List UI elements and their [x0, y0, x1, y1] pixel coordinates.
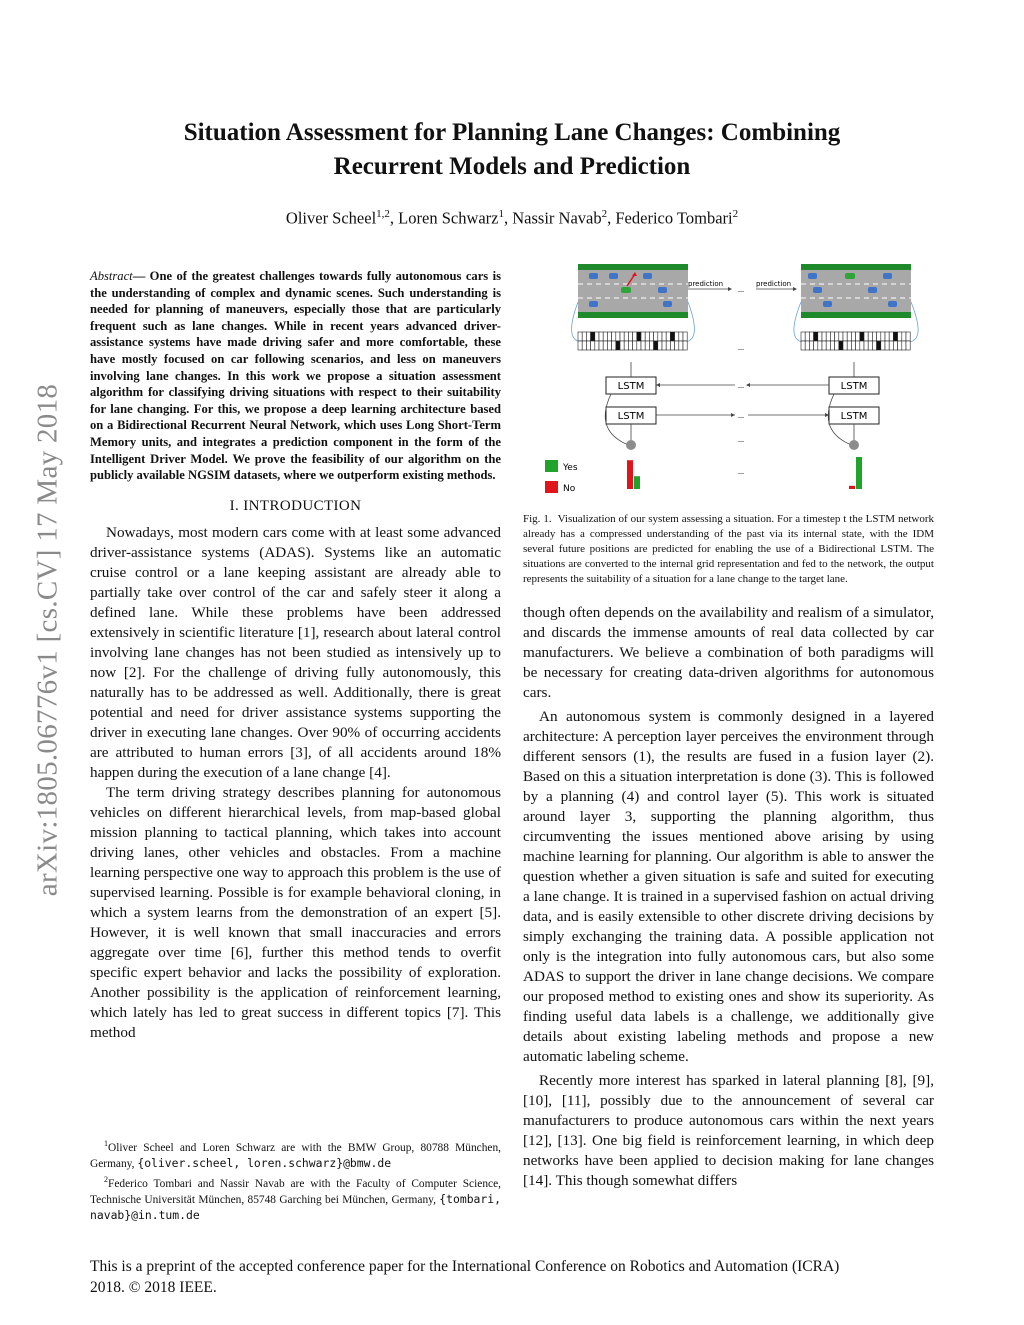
grid-cell [595, 332, 599, 341]
car-icon [609, 273, 618, 279]
grid-cell [872, 332, 876, 341]
grid-cell [902, 332, 906, 341]
grid-cell [637, 332, 641, 341]
grid-cell [898, 332, 902, 341]
grid-cell [616, 332, 620, 341]
grid-cell [633, 341, 637, 350]
grid-cell [624, 341, 628, 350]
grid-cell [809, 332, 813, 341]
legend-no-swatch [545, 481, 558, 493]
grid-cell [599, 332, 603, 341]
output-bars [627, 457, 862, 489]
grid-cell [864, 341, 868, 350]
car-icon [868, 287, 877, 293]
grid-cell [877, 341, 881, 350]
grid-cell [578, 332, 582, 341]
legend-no-label: No [563, 484, 576, 494]
grid-cell [683, 341, 687, 350]
grid-cell [898, 341, 902, 350]
ellipsis-3: ... [738, 381, 744, 390]
footnote-2-number: 2 [104, 1174, 108, 1184]
figure-1-caption [523, 512, 934, 587]
grid-cell [893, 332, 897, 341]
preprint-line-2: 2018. © 2018 IEEE. [90, 1279, 217, 1296]
grid-cell [586, 332, 590, 341]
grid-cell [649, 332, 653, 341]
car-icon [663, 301, 672, 307]
figure-1-diagram [523, 262, 934, 502]
left-column [90, 268, 501, 1043]
grid-cell [868, 341, 872, 350]
car-icon [589, 273, 598, 279]
grid-cell [628, 341, 632, 350]
grid-cell [670, 332, 674, 341]
author-4-affil: 2 [732, 208, 739, 220]
car-icon [658, 287, 667, 293]
right-column [523, 262, 934, 1191]
footnote-1-text: Oliver Scheel and Loren Schwarz are with the BMW Group, 80788 München, Germany, [90, 1141, 501, 1170]
road-scene-left [572, 264, 695, 342]
grass-top-right [801, 264, 911, 270]
grid-cell [814, 332, 818, 341]
grid-cell [872, 341, 876, 350]
author-4: Federico Tombari [615, 208, 733, 228]
car-icon [823, 301, 832, 307]
author-3: Nassir Navab [512, 208, 602, 228]
grid-cell [645, 341, 649, 350]
grid-cell [670, 341, 674, 350]
grid-cell [591, 341, 595, 350]
right-paragraph-3: Recently more interest has sparked in lateral planning [8], [9], [10], [11], possibly due to the announcement of several car manufacturers to produce autonomous cars within the next years [12], [13]. One big field is reinforcement learning, in which deep networks have been applied to decision making for lane changes [14]. This though somewhat differs [523, 1072, 934, 1189]
right-body-text [523, 603, 934, 1191]
bar-no-left [627, 460, 633, 489]
grid-cell [864, 332, 868, 341]
grid-cell [856, 341, 860, 350]
grid-cell [675, 332, 679, 341]
grid-cell [822, 332, 826, 341]
grid-cell [877, 332, 881, 341]
lstm-label-top-right: LSTM [840, 381, 868, 392]
grass-top-left [578, 264, 688, 270]
grid-cell [851, 332, 855, 341]
grid-cell [893, 341, 897, 350]
ego-car-icon [621, 287, 631, 293]
grid-cell [860, 341, 864, 350]
preprint-line-1: This is a preprint of the accepted conference paper for the International Conference on Robotics and Automation (ICRA) [90, 1258, 840, 1275]
car-icon [883, 273, 892, 279]
grid-cell [591, 332, 595, 341]
figure-1 [523, 262, 934, 502]
grid-cell [654, 332, 658, 341]
grid-cell [830, 332, 834, 341]
grid-cell [868, 332, 872, 341]
grid-cell [633, 332, 637, 341]
grid-cell [801, 332, 805, 341]
road-scene-right [794, 264, 918, 342]
ego-car-icon [845, 273, 855, 279]
grid-cell [847, 341, 851, 350]
car-icon [813, 287, 822, 293]
grass-bottom-right [801, 312, 911, 318]
footnote-1-number: 1 [104, 1139, 108, 1148]
grid-cell [649, 341, 653, 350]
grid-cell [818, 341, 822, 350]
intro-paragraph-2: The term driving strategy describes planning for autonomous vehicles on different hierarchical levels, from map-based global mission planning to tactical planning, which takes into account driving lanes, other vehicles and obstacles. From a machine learning perspective one way to approach this problem is the use of supervised learning. Possible is for example behavioral cloning, in which a system learns from the demonstration of an expert [5]. However, it is well known that small inaccuracies and errors aggregate over time [6], further this method tends to overfit specific expert behavior and lacks the possibility of exploration. Another possibility is the application of reinforcement learning, which lately has led to great success in different topics [7]. This method [90, 783, 501, 1041]
lstm-label-bottom-left: LSTM [617, 411, 645, 422]
occupancy-grid-right [801, 332, 910, 350]
grid-cell [826, 332, 830, 341]
legend-yes-swatch [545, 460, 558, 472]
occupancy-grid-left [578, 332, 687, 350]
grid-cell [607, 332, 611, 341]
grid-cell [641, 341, 645, 350]
grid-cell [805, 341, 809, 350]
lstm-label-top-left: LSTM [617, 381, 645, 392]
grid-cell [906, 332, 910, 341]
grid-cell [839, 341, 843, 350]
grid-cell [595, 341, 599, 350]
grid-cell [881, 332, 885, 341]
grid-cell [851, 341, 855, 350]
grid-cell [612, 332, 616, 341]
grid-cell [679, 341, 683, 350]
grid-cell [666, 341, 670, 350]
grid-cell [889, 341, 893, 350]
grid-cell [839, 332, 843, 341]
legend-yes-label: Yes [563, 463, 578, 473]
grid-cell [658, 341, 662, 350]
grid-cell [662, 341, 666, 350]
grid-cell [654, 341, 658, 350]
grid-cell [843, 332, 847, 341]
bar-no-right [849, 486, 855, 489]
grid-cell [582, 332, 586, 341]
grid-cell [599, 341, 603, 350]
grid-cell [620, 332, 624, 341]
grid-cell [881, 341, 885, 350]
abstract-dash: — [132, 269, 150, 283]
grid-cell [809, 341, 813, 350]
grid-cell [889, 332, 893, 341]
grid-cell [847, 332, 851, 341]
ellipsis-4: ... [738, 411, 744, 420]
car-icon [589, 301, 598, 307]
ellipsis-6: ... [738, 467, 744, 476]
grid-cell [603, 341, 607, 350]
footnote-2-email: {tombari, navab}@in.tum.de [90, 1191, 501, 1222]
grid-cell [582, 341, 586, 350]
grid-cell [860, 332, 864, 341]
grid-cell [814, 341, 818, 350]
abstract-text: One of the greatest challenges towards fully autonomous cars is the understanding of complex and dynamic scenes. Such understanding is needed for planning of maneuvers, especially those that are particularly frequent such as lane changes. While in recent years advanced driver-assistance systems have made driving safer and more comfortable, these have mostly focused on car following scenarios, and less on maneuvers involving lane changes. In this work we propose a situation assessment algorithm for classifying driving situations with respect to their suitability for lane changing. For this, we propose a deep learning architecture based on a Bidirectional Recurrent Neural Network, which uses Long Short-Term Memory units, and integrates a prediction component in the form of the Intelligent Driver Model. We prove the feasibility of our algorithm on the publicly available NGSIM datasets, where we outperform existing methods. [90, 269, 501, 483]
grid-cell [805, 332, 809, 341]
prediction-label-2: prediction [756, 280, 792, 288]
grid-cell [885, 332, 889, 341]
grid-cell [658, 332, 662, 341]
footnote-2 [90, 1172, 501, 1224]
footnotes [90, 1136, 501, 1224]
grid-cell [843, 341, 847, 350]
grass-bottom-left [578, 312, 688, 318]
footnote-2-text: Federico Tombari and Nassir Navab are with the Faculty of Computer Science, Technische Universität München, 85748 Garching bei München, Germany, [90, 1177, 501, 1206]
grid-cell [641, 332, 645, 341]
grid-cell [666, 332, 670, 341]
grid-cell [645, 332, 649, 341]
ellipsis-2: ... [738, 343, 744, 352]
right-paragraph-2: An autonomous system is commonly designed in a layered architecture: A perception layer perceives the environment through different sensors (1), the results are fused in a fusion layer (2). Based on this a situation interpretation is done (3). This is followed by a planning (4) and control layer (5). This work is situated around layer 3, supporting the planning algorithm, thus circumventing the issues mentioned above arising by using machine learning for planning. Our algorithm is able to answer the question whether a given situation is safe and suited for executing a lane change. It is trained in a supervised fashion on actual driving data, and is easily extensible to other discrete driving decisions by simply exchanging the training data. A possible application not only is the integration into fully autonomous cars, but also some ADAS to support the driver in lane change decisions. We compare our proposed method to existing ones and show its superiority. As finding useful data labels is a challenge, we additionally give details about existing labeling methods and propose a new automatic labeling scheme. [523, 708, 934, 1065]
grid-cell [801, 341, 805, 350]
footnote-1 [90, 1136, 501, 1172]
grid-cell [830, 341, 834, 350]
right-paragraph-1: though often depends on the availability and realism of a simulator, and discards the immense amounts of real data collected by car manufacturers. We believe a combination of both paradigms will be necessary for creating data-driven algorithms for autonomous cars. [523, 604, 934, 701]
author-2: Loren Schwarz [398, 208, 499, 228]
grid-cell [603, 332, 607, 341]
intro-paragraph-1: Nowadays, most modern cars come with at least some advanced driver-assistance systems (ADAS). Systems like an automatic cruise control or a lane keeping assistant are already able to partially take over control of the car and safely steer it along a defined lane. While these problems have been addressed extensively in scientific literature [1], research about lateral control involving lane changes has not been studied as intensively up to now [2]. For the challenge of driving fully autonomously, this naturally has to be addressed as well. Additionally, there is great potential and need for driver assistance systems supporting the driver in executing lane changes. Over 90% of occurring accidents are attributed to human errors [3], of all accidents around 18% happen during the execution of a lane change [4]. [90, 523, 501, 781]
grid-cell [675, 341, 679, 350]
bar-yes-right [856, 457, 862, 489]
author-1-affil: 1,2 [376, 208, 390, 220]
grid-cell [578, 341, 582, 350]
caption-number: Fig. 1. [523, 513, 552, 525]
author-list: Oliver Scheel$^{1,2}$, Loren Schwarz$^1$, Nassir Navab$^2$, Federico Tombari$^2$ [285, 208, 739, 228]
output-node-right [849, 440, 859, 450]
abstract [90, 268, 501, 484]
grid-cell [679, 332, 683, 341]
lstm-label-bottom-right: LSTM [840, 411, 868, 422]
grid-cell [835, 341, 839, 350]
car-icon [808, 273, 817, 279]
bar-yes-left [634, 476, 640, 489]
grid-cell [612, 341, 616, 350]
preprint-notice [90, 1256, 940, 1298]
author-1: Oliver Scheel [285, 208, 377, 228]
grid-cell [620, 341, 624, 350]
arxiv-stamp: arXiv:1805.06776v1 [cs.CV] 17 May 2018 [31, 383, 64, 897]
section-heading-introduction: I. INTRODUCTION [229, 497, 362, 514]
grid-cell [624, 332, 628, 341]
footnote-1-email: {oliver.scheel, loren.schwarz}@bmw.de [137, 1155, 392, 1170]
grid-cell [662, 332, 666, 341]
grid-cell [885, 341, 889, 350]
car-icon [888, 301, 897, 307]
grid-cell [586, 341, 590, 350]
grid-cell [637, 341, 641, 350]
ellipsis-5: ... [738, 435, 744, 444]
grid-cell [906, 341, 910, 350]
grid-cell [822, 341, 826, 350]
grid-cell [856, 332, 860, 341]
title-line-2: Recurrent Models and Prediction [333, 153, 691, 180]
grid-cell [616, 341, 620, 350]
grid-cell [628, 332, 632, 341]
grid-cell [826, 341, 830, 350]
author-3-affil: 2 [601, 208, 608, 220]
grid-cell [683, 332, 687, 341]
grid-cell [818, 332, 822, 341]
author-2-affil: 1 [498, 208, 505, 220]
grid-cell [607, 341, 611, 350]
grid-cell [835, 332, 839, 341]
car-icon [643, 273, 652, 279]
grid-cell [902, 341, 906, 350]
caption-text: Visualization of our system assessing a situation. For a timestep t the LSTM network already has a compressed understanding of the past via its internal state, with the IDM several future positions are predicted for enabling the use of a Bidirectional LSTM. The situations are converted to the internal grid representation and fed to the network, the output represents the suitability of a situation for a lane change to the target lane. [523, 513, 934, 585]
prediction-label-1: prediction [688, 280, 724, 288]
ellipsis-1: ... [738, 285, 744, 294]
paper-title [110, 116, 914, 184]
abstract-lead: Abstract [90, 269, 133, 283]
title-line-1: Situation Assessment for Planning Lane Changes: Combining [183, 119, 841, 146]
output-node-left [626, 440, 636, 450]
